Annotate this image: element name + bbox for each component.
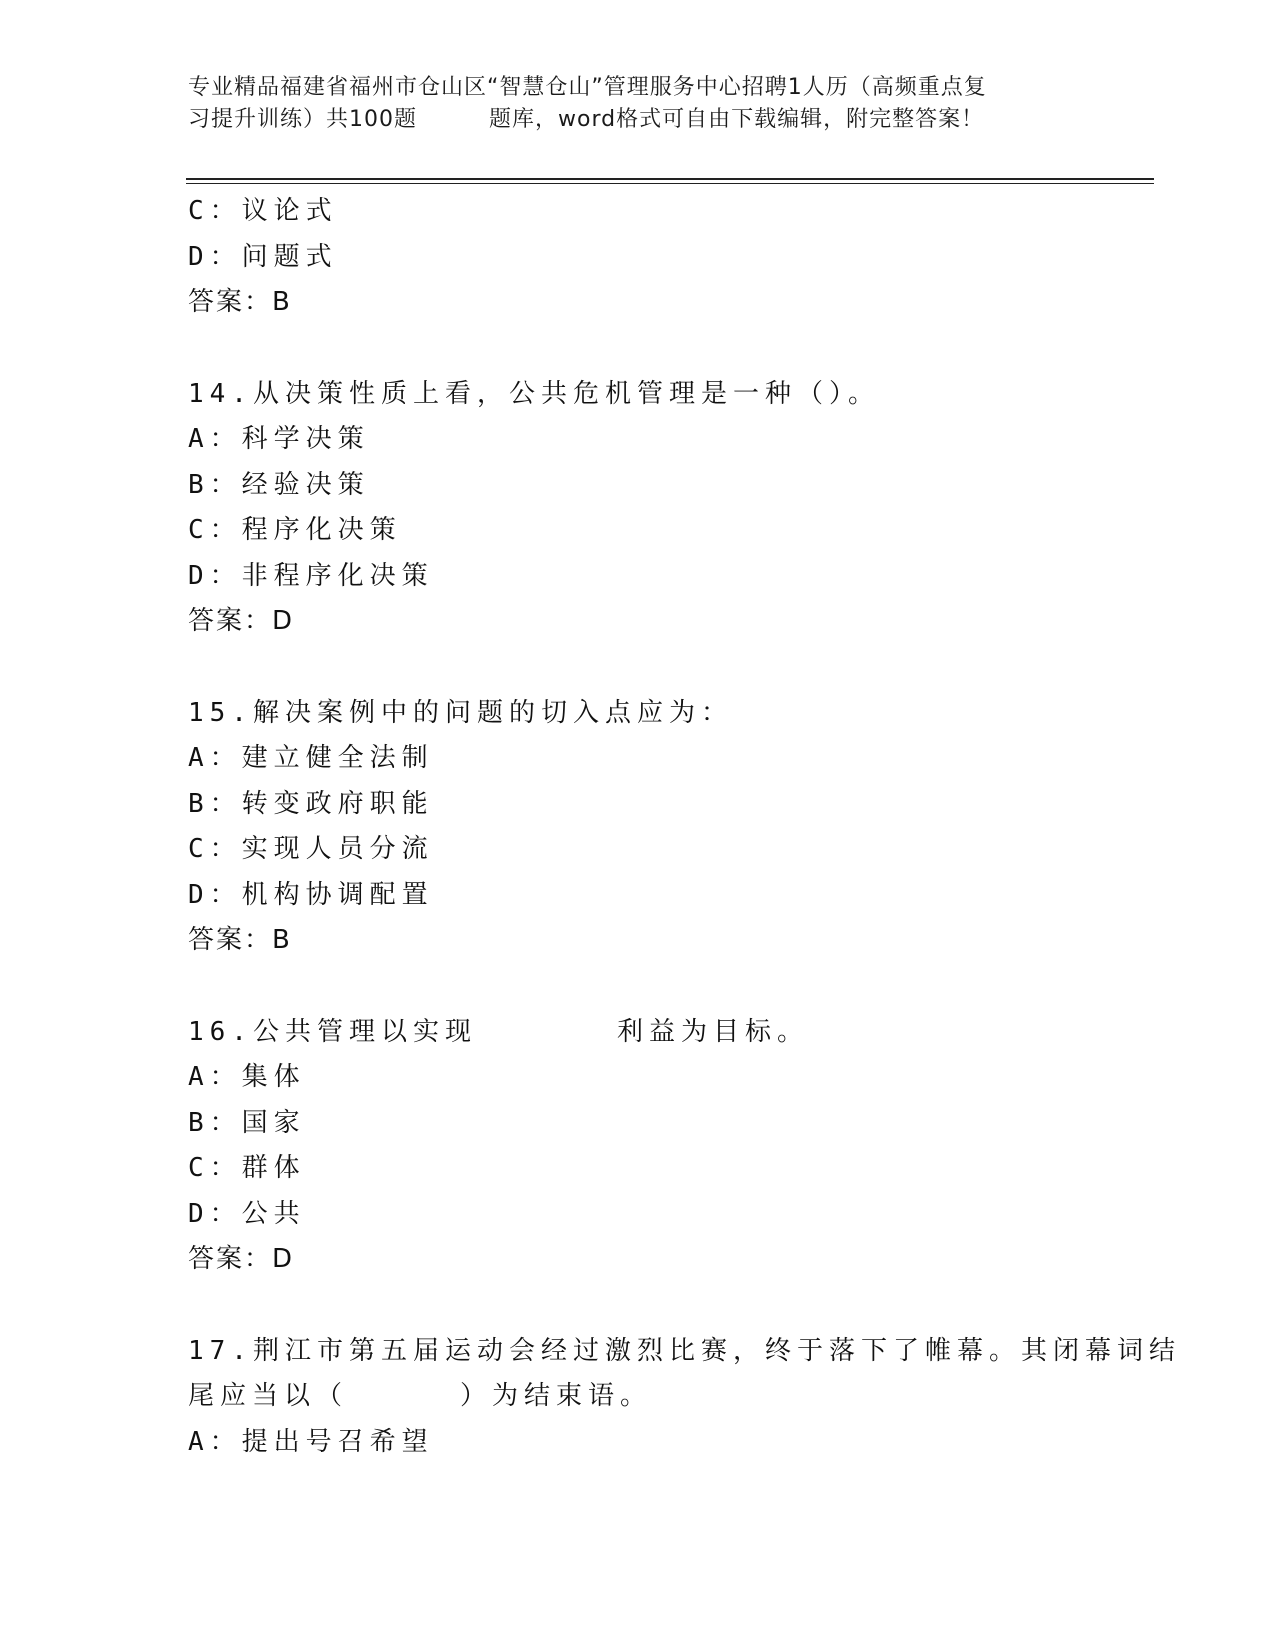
question-stem-part2: 利益为目标。 [616,1016,809,1047]
question-17 [188,1329,1181,1466]
option-a: A：提出号召希望 [188,1426,434,1457]
question-13-tail [188,189,1088,326]
question-stem-part1: 16.公共管理以实现 [188,1016,477,1047]
option-c: C：实现人员分流 [188,834,434,864]
option-a: A：建立健全法制 [188,743,434,773]
answer: 答案：B [188,925,292,955]
question-stem-line2 [188,1374,1088,1420]
question-stem-line1: 17.荆江市第五届运动会经过激烈比赛，终于落下了帷幕。其闭幕词结 [188,1335,1181,1366]
answer: 答案：D [188,1244,295,1274]
question-list [188,189,1181,1465]
question-stem-line2-part1: 尾应当以（ [188,1381,349,1411]
answer: 答案：B [188,287,292,317]
option-d: D：问题式 [188,241,338,272]
option-b: B：经验决策 [188,469,370,500]
option-c: C：程序化决策 [188,515,402,545]
question-stem-line2-part2: ）为结束语。 [460,1381,653,1411]
option-b: B：转变政府职能 [188,788,434,819]
option-c: C：群体 [188,1153,306,1183]
answer: 答案：D [188,606,295,636]
option-b: B：国家 [188,1107,306,1138]
option-a: A：集体 [188,1062,306,1092]
header-title-line2-part2: 题库，word格式可自由下载编辑，附完整答案！ [489,107,985,132]
question-16 [188,1010,1088,1283]
question-stem: 14.从决策性质上看，公共危机管理是一种（）。 [188,378,880,409]
question-stem [188,1010,1088,1056]
option-c: C：议论式 [188,196,338,226]
question-15 [188,691,1088,964]
header-title-line2 [188,104,1088,136]
header-title-line1: 专业精品福建省福州市仓山区“智慧仓山”管理服务中心招聘1人历（高频重点复 [188,75,987,100]
header-title-line2-part1: 习提升训练）共100题 [188,107,417,132]
header-divider [186,178,1154,180]
option-d: D：非程序化决策 [188,560,434,591]
question-stem: 15.解决案例中的问题的切入点应为： [188,697,733,728]
option-d: D：机构协调配置 [188,879,434,910]
option-d: D：公共 [188,1198,306,1229]
document-header [188,72,1088,136]
option-a: A：科学决策 [188,424,370,454]
question-14 [188,372,1088,645]
header-divider-thin [186,183,1154,184]
